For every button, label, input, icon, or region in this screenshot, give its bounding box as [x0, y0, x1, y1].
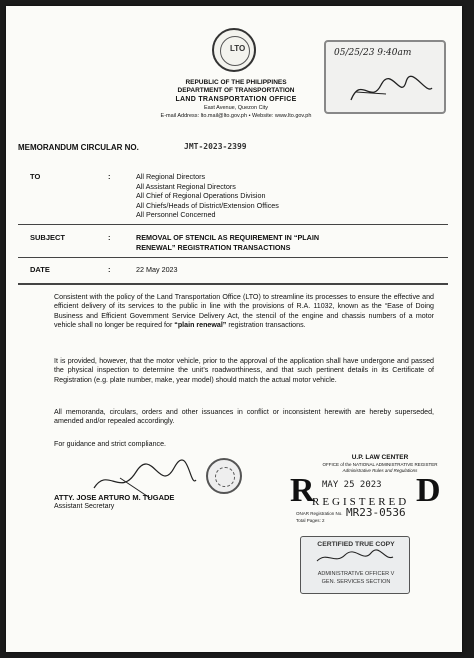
subject-line: RENEWAL” REGISTRATION TRANSACTIONS	[136, 242, 291, 252]
to-recipient-list	[136, 172, 279, 220]
body-paragraph-3: All memoranda, circulars, orders and other issuances in conflict or inconsistent herewith are hereby superseded, amended and/or repealed accordingly.	[54, 408, 434, 426]
date-label: DATE	[30, 265, 50, 274]
ulc-registration-label: ONAR Registration No.	[296, 511, 343, 516]
received-stamp-signature	[346, 70, 436, 110]
header-contact: E-mail Address: lto.mail@lto.gov.ph • Website: www.lto.gov.ph	[160, 113, 312, 119]
to-recipient: All Regional Directors	[136, 172, 206, 181]
body-paragraph-4: For guidance and strict compliance.	[54, 440, 166, 448]
ctc-section: GEN. SERVICES SECTION	[321, 579, 391, 585]
body-paragraph-1-emphasis: “plain renewal”	[174, 321, 227, 330]
subject-line: REMOVAL OF STENCIL AS REQUIREMENT IN “PLAIN	[136, 233, 320, 242]
to-label: TO	[30, 172, 41, 181]
signatory-name: ATTY. JOSE ARTURO M. TUGADE	[54, 493, 175, 502]
ulc-title: U.P. LAW CENTER	[351, 454, 409, 461]
lto-seal-logo	[212, 28, 256, 72]
memo-circular-number: JMT-2023-2399	[184, 142, 247, 151]
document-page	[6, 6, 462, 652]
to-recipient: All Personnel Concerned	[136, 210, 216, 220]
to-recipient: All Assistant Regional Directors	[136, 181, 236, 191]
ulc-subtitle: Administrative Rules and Regulations	[342, 468, 418, 473]
subject-label: SUBJECT	[30, 233, 66, 242]
body-paragraph-1-text: Consistent with the policy of the Land Transportation Office (LTO) to streamline its processes to ensure the effective and efficient delivery of its services to the public in line with the provisions of R.A. 11032, known as the “Ease of Doing Business and Efficient Government Service Delivery Act, the stencil of the engine and chassis numbers of a motor vehicle shall no longer be required for	[54, 293, 434, 330]
divider	[18, 283, 448, 285]
ulc-letter-r: R	[290, 472, 315, 509]
ulc-total-pages: Total Pages: 2	[296, 518, 325, 523]
received-stamp	[324, 40, 446, 114]
header-office: LAND TRANSPORTATION OFFICE	[175, 96, 297, 103]
subject-colon: :	[108, 233, 111, 242]
dry-seal-logo	[206, 458, 242, 494]
ulc-office: OFFICE of the NATIONAL ADMINISTRATIVE REGISTER	[322, 462, 438, 467]
ulc-registered: REGISTERED	[312, 496, 410, 508]
to-recipient: All Chiefs/Heads of District/Extension Offices	[136, 200, 279, 210]
memo-circular-label: MEMORANDUM CIRCULAR NO.	[18, 143, 139, 152]
ctc-position: ADMINISTRATIVE OFFICER V	[317, 571, 395, 577]
date-value: 22 May 2023	[136, 265, 178, 274]
ctc-title: CERTIFIED TRUE COPY	[317, 541, 395, 548]
body-paragraph-1-end: registration transactions.	[226, 321, 306, 330]
received-stamp-datetime: 05/25/23 9:40am	[334, 48, 412, 58]
divider	[18, 257, 448, 258]
header-department: DEPARTMENT OF TRANSPORTATION	[177, 87, 295, 94]
subject-text	[136, 233, 319, 252]
to-colon: :	[108, 172, 111, 181]
body-paragraph-1	[54, 293, 434, 331]
ulc-date: MAY 25 2023	[322, 480, 382, 490]
lto-seal-mark: LTO	[230, 44, 246, 53]
signatory-title: Assistant Secretary	[54, 503, 115, 510]
date-colon: :	[108, 265, 111, 274]
ulc-registration-number: MR23-0536	[346, 506, 406, 519]
to-recipient: All Chief of Regional Operations Division	[136, 191, 266, 201]
certified-true-copy-stamp	[300, 536, 410, 594]
ulc-letter-d: D	[416, 472, 441, 509]
header-republic: REPUBLIC OF THE PHILIPPINES	[185, 79, 287, 86]
header-address: East Avenue, Quezon City	[203, 105, 269, 111]
ctc-signature	[315, 549, 395, 567]
divider	[18, 224, 448, 225]
body-paragraph-2: It is provided, however, that the motor vehicle, prior to the approval of the application shall have undergone and passed the physical inspection to determine the unit’s roadworthiness, and that such pertinent details in its Certificate of Registration (e.g. plate number, make, year model) should match the actual motor vehicle.	[54, 357, 434, 384]
